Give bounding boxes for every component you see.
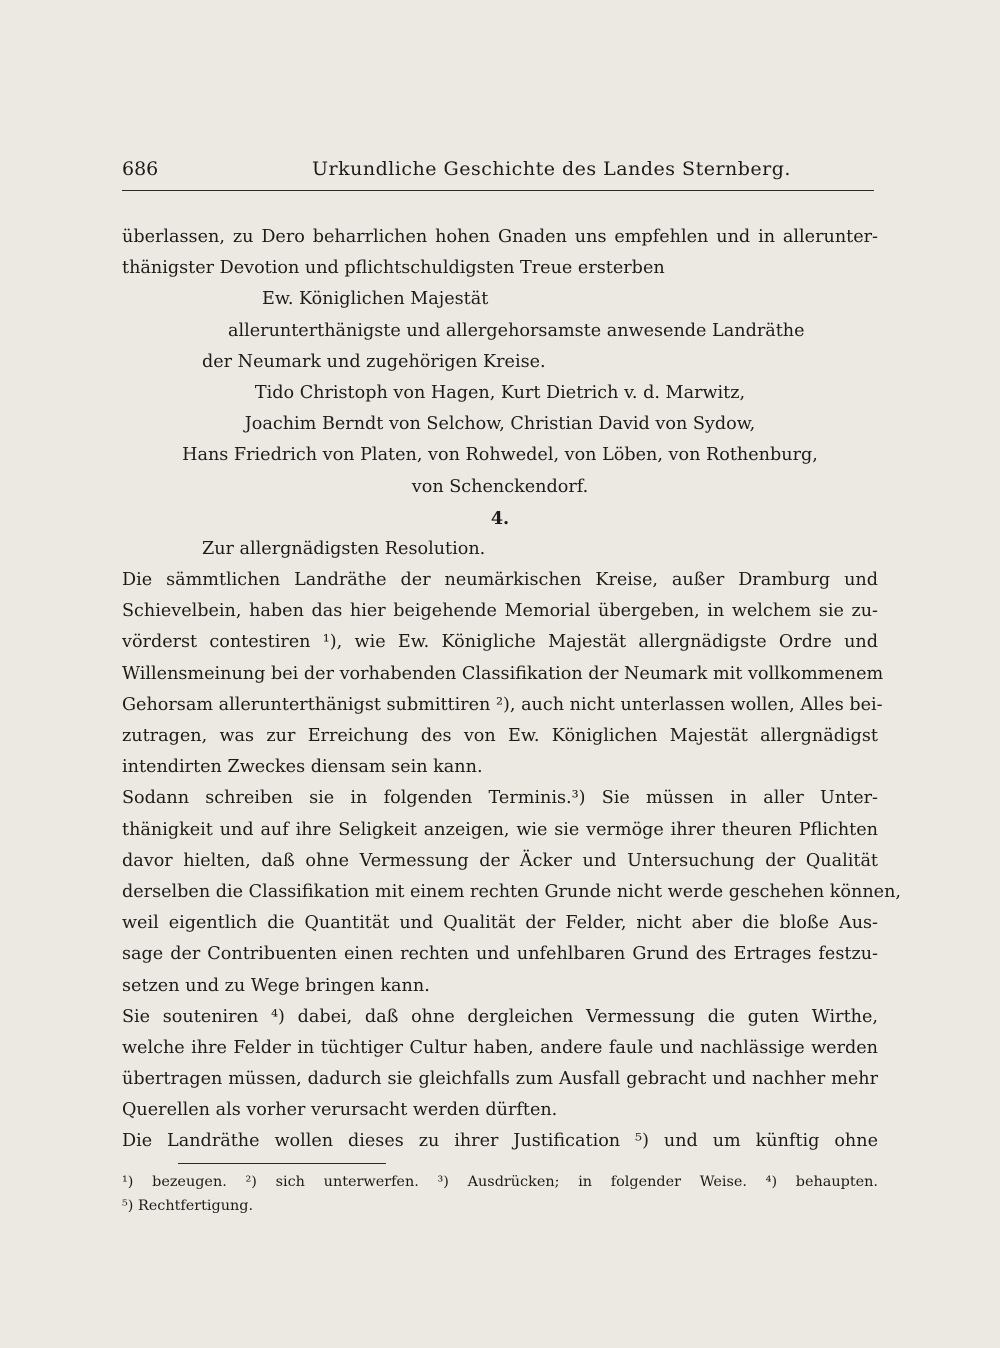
text-line: intendirten Zweckes diensam sein kann.	[122, 757, 483, 778]
salutation-line: Ew. Königlichen Majestät	[262, 289, 489, 310]
text-line: setzen und zu Wege bringen kann.	[122, 975, 430, 996]
page-number: 686	[122, 158, 159, 180]
text-line: Schievelbein, haben das hier beigehende Memorial übergeben, in welchem sie zu-	[122, 601, 878, 622]
footnote-line: ⁵) Rechtfertigung.	[122, 1198, 254, 1214]
signatory-line: allerunterthänigste und allergehorsamste anwesende Landräthe	[228, 320, 805, 341]
text-line: überlassen, zu Dero beharrlichen hohen Gnaden uns empfehlen und in allerunter-	[122, 227, 878, 247]
text-line: Sie souteniren ⁴) dabei, daß ohne dergleichen Vermessung die guten Wirthe,	[122, 1006, 878, 1027]
signature-names: Hans Friedrich von Platen, von Rohwedel, von Löben, von Rothenburg,	[182, 445, 818, 466]
header-rule	[122, 190, 874, 191]
text-line: übertragen müssen, dadurch sie gleichfalls zum Ausfall gebracht und nachher mehr	[122, 1069, 878, 1090]
text-line: thänigkeit und auf ihre Seligkeit anzeigen, wie sie vermöge ihrer theuren Pflichten	[122, 819, 878, 840]
body-text	[122, 222, 902, 1158]
running-title: Urkundliche Geschichte des Landes Sternberg.	[312, 158, 791, 180]
text-line: welche ihre Felder in tüchtiger Cultur haben, andere faule und nachlässige werden	[122, 1037, 878, 1058]
text-line: Die Landräthe wollen dieses zu ihrer Justification ⁵) und um künftig ohne	[122, 1131, 878, 1152]
signature-names: Joachim Berndt von Selchow, Christian David von Sydow,	[244, 414, 756, 435]
text-line: weil eigentlich die Quantität und Qualität der Felder, nicht aber die bloße Aus-	[122, 913, 878, 934]
footnotes	[122, 1170, 878, 1218]
footnote-line: ¹) bezeugen. ²) sich unterwerfen. ³) Ausdrücken; in folgender Weise. ⁴) behaupten.	[122, 1174, 878, 1190]
footnote-rule	[178, 1163, 386, 1164]
text-line: Querellen als vorher verursacht werden dürften.	[122, 1100, 558, 1121]
text-line: vörderst contestiren ¹), wie Ew. Königliche Majestät allergnädigste Ordre und	[122, 632, 878, 653]
text-line: Willensmeinung bei der vorhabenden Classifikation der Neumark mit vollkommenem	[122, 663, 884, 684]
signature-names: Tido Christoph von Hagen, Kurt Dietrich v. d. Marwitz,	[254, 382, 746, 403]
signature-names: von Schenckendorf.	[411, 476, 589, 497]
text-line: zutragen, was zur Erreichung des von Ew. Königlichen Majestät allergnädigst	[122, 726, 878, 746]
text-line: davor hielten, daß ohne Vermessung der Äcker und Untersuchung der Qualität	[122, 850, 878, 871]
text-line: derselben die Classifikation mit einem rechten Grunde nicht werde geschehen können,	[122, 881, 902, 902]
page-header	[122, 158, 874, 188]
text-line: Sodann schreiben sie in folgenden Terminis.³) Sie müssen in aller Unter-	[122, 788, 878, 809]
section-heading: Zur allergnädigsten Resolution.	[202, 538, 486, 559]
text-line: sage der Contribuenten einen rechten und unfehlbaren Grund des Ertrages festzu-	[122, 944, 878, 965]
signatory-line: der Neumark und zugehörigen Kreise.	[202, 351, 546, 372]
text-line: Gehorsam allerunterthänigst submittiren ²), auch nicht unterlassen wollen, Alles bei-	[122, 694, 883, 715]
text-line: thänigster Devotion und pflichtschuldigsten Treue ersterben	[122, 258, 665, 279]
text-line: Die sämmtlichen Landräthe der neumärkischen Kreise, außer Dramburg und	[122, 570, 878, 591]
section-number: 4.	[490, 507, 510, 529]
